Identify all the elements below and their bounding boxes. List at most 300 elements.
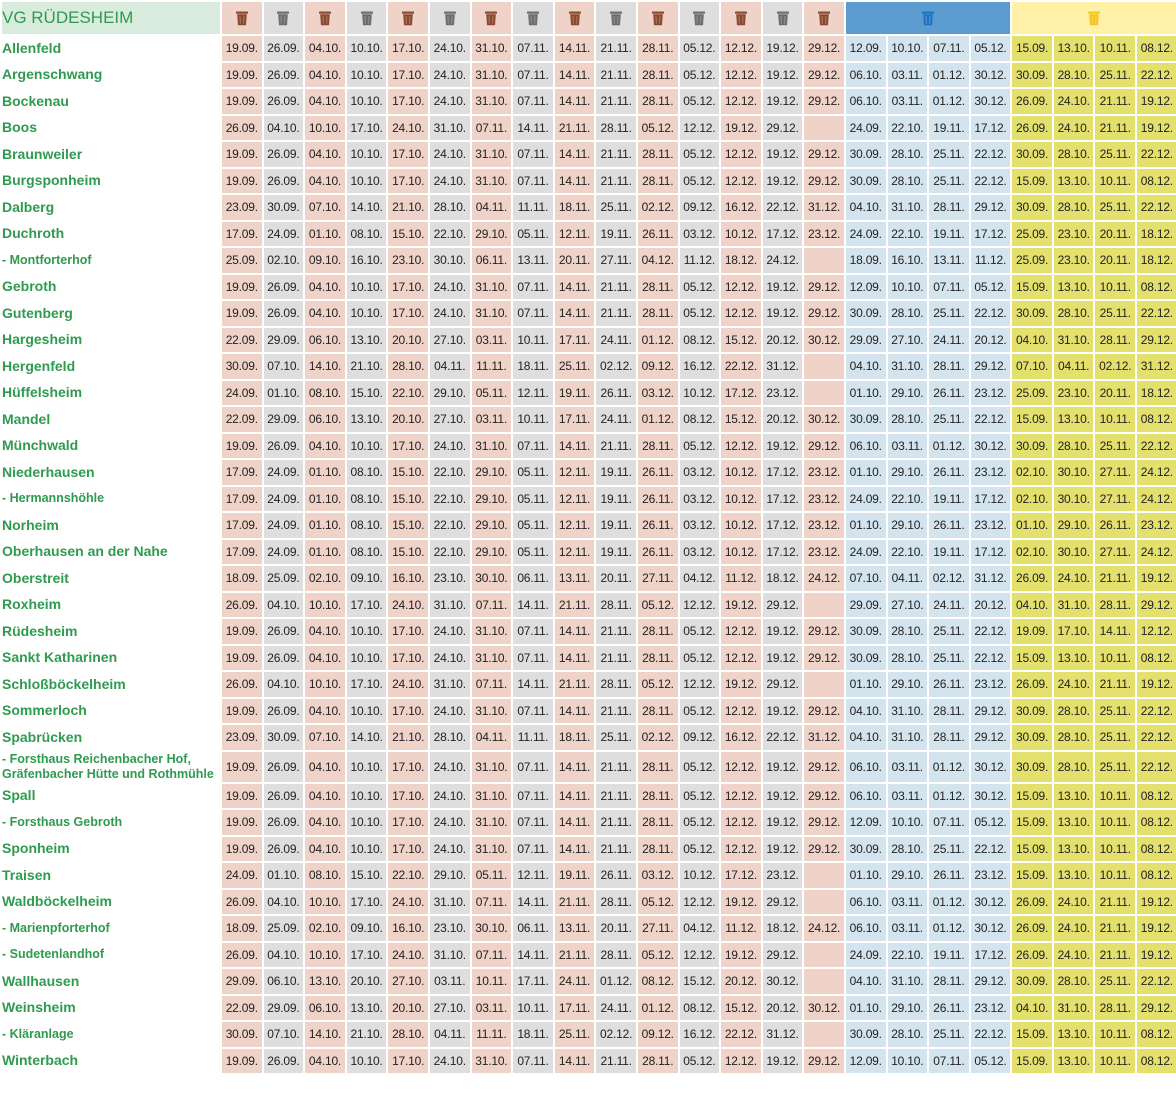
rest-date-cell: 07.11.: [513, 275, 553, 300]
paper-date-cell: 22.10.: [888, 943, 928, 968]
yellow-date-cell: 15.09.: [1012, 646, 1052, 671]
rest-date-cell: 08.10.: [347, 513, 387, 538]
rest-date-cell: 07.11.: [513, 169, 553, 194]
bio-date-cell: 02.12.: [638, 725, 678, 750]
table-row: [2, 943, 1176, 968]
bio-date-cell: 04.10.: [305, 752, 345, 782]
rest-date-cell: 19.12.: [763, 784, 803, 809]
paper-date-cell: 28.10.: [888, 142, 928, 167]
paper-date-cell: 30.09.: [846, 407, 886, 432]
bio-date-cell: 30.10.: [472, 916, 512, 941]
yellow-date-cell: 08.12.: [1137, 646, 1176, 671]
table-row: [2, 222, 1176, 247]
rest-date-cell: 19.12.: [763, 142, 803, 167]
yellow-date-cell: 30.10.: [1054, 540, 1094, 565]
bio-date-cell: 12.11.: [555, 222, 595, 247]
yellow-date-cell: 04.10.: [1012, 593, 1052, 618]
paper-date-cell: 01.10.: [846, 672, 886, 697]
bio-date-cell: 04.10.: [305, 646, 345, 671]
paper-date-cell: 24.09.: [846, 943, 886, 968]
rest-date-cell: 30.10.: [430, 248, 470, 273]
rest-date-cell: 11.12.: [680, 248, 720, 273]
yellow-date-cell: 24.10.: [1054, 566, 1094, 591]
bio-date-cell: 15.10.: [388, 222, 428, 247]
place-name: Schloßböckelheim: [2, 675, 126, 692]
rest-date-cell: 05.11.: [513, 540, 553, 565]
rest-date-cell: 24.10.: [430, 142, 470, 167]
paper-date-cell: 11.12.: [971, 248, 1011, 273]
bio-date-cell: 12.11.: [555, 487, 595, 512]
yellow-date-cell: 13.10.: [1054, 810, 1094, 835]
rest-date-cell: 10.10.: [347, 784, 387, 809]
rest-date-cell: 24.10.: [430, 275, 470, 300]
bio-date-cell: [804, 354, 844, 379]
bio-date-cell: 22.10.: [388, 381, 428, 406]
rest-date-cell: 23.10.: [430, 566, 470, 591]
paper-date-cell: 13.11.: [929, 248, 969, 273]
bio-date-cell: 29.10.: [472, 487, 512, 512]
bio-date-cell: 04.10.: [305, 837, 345, 862]
rest-date-cell: 07.10.: [264, 354, 304, 379]
rest-date-cell: 19.12.: [763, 36, 803, 61]
rest-date-cell: 24.12.: [763, 248, 803, 273]
yellow-date-cell: 01.10.: [1012, 513, 1052, 538]
paper-date-cell: 10.10.: [888, 36, 928, 61]
paper-date-cell: 31.10.: [888, 354, 928, 379]
bio-date-cell: 26.09.: [222, 593, 262, 618]
paper-date-cell: 29.10.: [888, 460, 928, 485]
place-name: Hargesheim: [2, 331, 83, 348]
yellow-date-cell: 30.09.: [1012, 969, 1052, 994]
paper-date-cell: 31.10.: [888, 699, 928, 724]
paper-date-cell: 19.11.: [929, 116, 969, 141]
table-row: [2, 969, 1176, 994]
rest-date-cell: 17.10.: [347, 593, 387, 618]
rest-date-cell: 08.12.: [680, 328, 720, 353]
rest-date-cell: 19.12.: [763, 646, 803, 671]
rest-date-cell: 19.12.: [763, 63, 803, 88]
bio-date-cell: 28.11.: [638, 169, 678, 194]
yellow-date-cell: 02.10.: [1012, 540, 1052, 565]
paper-date-cell: 24.09.: [846, 540, 886, 565]
bio-date-cell: 29.10.: [472, 540, 512, 565]
bio-date-cell: 22.10.: [388, 863, 428, 888]
yellow-date-cell: 07.10.: [1012, 354, 1052, 379]
bio-date-cell: 17.12.: [721, 381, 761, 406]
bio-date-cell: 11.11.: [472, 1022, 512, 1047]
rest-date-cell: 21.11.: [596, 784, 636, 809]
rest-date-cell: 29.09.: [264, 328, 304, 353]
rest-date-cell: 29.09.: [264, 996, 304, 1021]
yellow-date-cell: 25.11.: [1095, 301, 1135, 326]
rest-date-cell: 19.11.: [596, 487, 636, 512]
bio-date-cell: 24.10.: [388, 672, 428, 697]
paper-date-cell: 29.10.: [888, 381, 928, 406]
paper-date-cell: 02.12.: [929, 566, 969, 591]
bio-date-cell: 17.10.: [388, 784, 428, 809]
rest-date-cell: 12.12.: [680, 116, 720, 141]
rest-date-cell: 10.12.: [680, 863, 720, 888]
rest-date-cell: 29.10.: [430, 863, 470, 888]
bio-date-cell: 24.10.: [388, 890, 428, 915]
yellow-date-cell: 13.10.: [1054, 784, 1094, 809]
table-row: [2, 810, 1176, 835]
rest-date-cell: 07.11.: [513, 63, 553, 88]
rest-date-cell: 24.09.: [264, 513, 304, 538]
bio-date-cell: 15.12.: [721, 407, 761, 432]
paper-date-cell: 30.09.: [846, 837, 886, 862]
yellow-date-cell: 20.11.: [1095, 222, 1135, 247]
bio-date-cell: 29.12.: [804, 1049, 844, 1074]
bio-date-cell: 03.12.: [638, 863, 678, 888]
bio-date-cell: 10.12.: [721, 513, 761, 538]
bio-date-cell: 28.10.: [388, 354, 428, 379]
rest-date-cell: 04.12.: [680, 916, 720, 941]
paper-date-cell: 26.11.: [929, 672, 969, 697]
yellow-date-cell: 30.09.: [1012, 142, 1052, 167]
bio-date-cell: 17.10.: [388, 1049, 428, 1074]
rest-date-cell: 19.12.: [763, 89, 803, 114]
rest-date-cell: 08.10.: [347, 222, 387, 247]
rest-date-cell: 20.12.: [763, 328, 803, 353]
bio-date-cell: 21.11.: [555, 116, 595, 141]
rest-date-cell: 12.12.: [680, 943, 720, 968]
rest-date-cell: 24.10.: [430, 810, 470, 835]
yellow-date-cell: 21.11.: [1095, 89, 1135, 114]
paper-date-cell: 22.12.: [971, 407, 1011, 432]
bio-date-cell: 07.11.: [472, 116, 512, 141]
yellow-date-cell: 10.11.: [1095, 863, 1135, 888]
rest-date-cell: 26.09.: [264, 784, 304, 809]
table-row: [2, 916, 1176, 941]
paper-date-cell: 23.12.: [971, 460, 1011, 485]
bio-date-cell: 17.10.: [388, 752, 428, 782]
rest-date-cell: 17.10.: [347, 943, 387, 968]
yellow-date-cell: 21.11.: [1095, 566, 1135, 591]
bio-date-cell: 20.11.: [555, 248, 595, 273]
rest-date-cell: 24.09.: [264, 540, 304, 565]
paper-date-cell: 29.12.: [971, 725, 1011, 750]
yellow-date-cell: 18.12.: [1137, 222, 1176, 247]
yellow-date-cell: 22.12.: [1137, 725, 1176, 750]
bio-date-cell: 19.12.: [721, 116, 761, 141]
bio-date-cell: 14.11.: [555, 1049, 595, 1074]
rest-date-cell: 05.11.: [513, 460, 553, 485]
bio-date-cell: 19.09.: [222, 301, 262, 326]
yellow-date-cell: 23.12.: [1137, 513, 1176, 538]
paper-date-cell: 25.11.: [929, 169, 969, 194]
rest-date-cell: 21.10.: [347, 354, 387, 379]
bio-date-cell: 04.11.: [472, 195, 512, 220]
bio-date-cell: 21.11.: [555, 593, 595, 618]
yellow-date-cell: 08.12.: [1137, 784, 1176, 809]
rest-date-cell: 22.10.: [430, 513, 470, 538]
rest-date-cell: 24.11.: [596, 328, 636, 353]
bio-date-cell: 03.11.: [472, 996, 512, 1021]
paper-date-cell: 29.09.: [846, 593, 886, 618]
bio-date-cell: 23.10.: [388, 248, 428, 273]
bio-date-cell: 01.10.: [305, 222, 345, 247]
bio-date-cell: 17.10.: [388, 301, 428, 326]
yellow-date-cell: 28.10.: [1054, 301, 1094, 326]
place-name: Hergenfeld: [2, 357, 76, 374]
bio-date-cell: 19.09.: [222, 142, 262, 167]
rest-date-cell: 26.09.: [264, 36, 304, 61]
header-cell-paper: [846, 2, 1010, 34]
bio-date-cell: 13.11.: [555, 566, 595, 591]
yellow-date-cell: 08.12.: [1137, 863, 1176, 888]
paper-date-cell: 04.10.: [846, 725, 886, 750]
paper-date-cell: 12.09.: [846, 36, 886, 61]
rest-date-cell: 10.10.: [347, 1049, 387, 1074]
paper-date-cell: 06.10.: [846, 434, 886, 459]
rest-date-cell: 25.11.: [596, 195, 636, 220]
paper-date-cell: 28.10.: [888, 837, 928, 862]
bio-date-cell: 05.11.: [472, 381, 512, 406]
paper-date-cell: 30.09.: [846, 646, 886, 671]
bio-date-cell: 14.11.: [555, 699, 595, 724]
rest-date-cell: 10.10.: [347, 810, 387, 835]
yellow-date-cell: 31.10.: [1054, 593, 1094, 618]
bio-date-cell: 14.11.: [555, 301, 595, 326]
paper-date-cell: 04.10.: [846, 699, 886, 724]
place-name: Rüdesheim: [2, 622, 78, 639]
paper-date-cell: 24.09.: [846, 487, 886, 512]
rest-date-cell: 05.11.: [513, 222, 553, 247]
rest-date-cell: 31.10.: [430, 116, 470, 141]
yellow-date-cell: 14.11.: [1095, 619, 1135, 644]
bio-date-cell: 19.11.: [555, 381, 595, 406]
place-name: Waldböckelheim: [2, 893, 112, 910]
rest-date-cell: 08.12.: [680, 407, 720, 432]
rest-date-cell: 29.12.: [763, 672, 803, 697]
rest-date-cell: 10.11.: [513, 407, 553, 432]
rest-date-cell: 05.12.: [680, 1049, 720, 1074]
rest-date-cell: 07.11.: [513, 1049, 553, 1074]
rest-date-cell: 12.11.: [513, 381, 553, 406]
bio-date-cell: 28.11.: [638, 646, 678, 671]
bio-date-cell: 14.11.: [555, 275, 595, 300]
yellow-date-cell: 28.11.: [1095, 996, 1135, 1021]
yellow-date-cell: 31.10.: [1054, 996, 1094, 1021]
yellow-date-cell: 24.12.: [1137, 460, 1176, 485]
bio-date-cell: 28.11.: [638, 784, 678, 809]
bio-date-cell: 19.09.: [222, 619, 262, 644]
table-row: [2, 619, 1176, 644]
rest-date-cell: 21.11.: [596, 63, 636, 88]
bio-date-cell: 17.09.: [222, 460, 262, 485]
yellow-date-cell: 15.09.: [1012, 837, 1052, 862]
bio-date-cell: 20.10.: [388, 996, 428, 1021]
brown-bin-icon: [652, 9, 664, 26]
paper-date-cell: 01.10.: [846, 996, 886, 1021]
rest-date-cell: 26.11.: [596, 863, 636, 888]
bio-date-cell: 06.10.: [305, 407, 345, 432]
rest-date-cell: 12.12.: [680, 672, 720, 697]
rest-date-cell: 17.10.: [347, 116, 387, 141]
bio-date-cell: 18.12.: [721, 248, 761, 273]
bio-date-cell: 04.10.: [305, 275, 345, 300]
rest-date-cell: 05.12.: [680, 434, 720, 459]
rest-date-cell: 16.12.: [680, 354, 720, 379]
yellow-date-cell: 02.12.: [1095, 354, 1135, 379]
yellow-date-cell: 10.11.: [1095, 646, 1135, 671]
yellow-date-cell: 24.10.: [1054, 943, 1094, 968]
bio-date-cell: [804, 969, 844, 994]
bio-date-cell: 22.09.: [222, 328, 262, 353]
bio-date-cell: 04.10.: [305, 619, 345, 644]
yellow-date-cell: 15.09.: [1012, 169, 1052, 194]
bio-date-cell: 20.12.: [721, 969, 761, 994]
bio-date-cell: 29.10.: [472, 460, 512, 485]
bio-date-cell: 08.12.: [638, 969, 678, 994]
bio-date-cell: 22.12.: [721, 1022, 761, 1047]
rest-date-cell: 21.11.: [596, 1049, 636, 1074]
rest-date-cell: 02.12.: [596, 354, 636, 379]
bio-date-cell: 12.12.: [721, 784, 761, 809]
bio-date-cell: 24.12.: [804, 566, 844, 591]
paper-date-cell: 04.10.: [846, 969, 886, 994]
rest-date-cell: 14.11.: [513, 116, 553, 141]
rest-date-cell: 28.11.: [596, 943, 636, 968]
bio-date-cell: 14.11.: [555, 89, 595, 114]
place-name: Weinsheim: [2, 999, 76, 1016]
header-cell-bio: [638, 2, 678, 34]
place-name: - Marienpforterhof: [2, 920, 110, 935]
rest-date-cell: 20.10.: [347, 969, 387, 994]
bio-date-cell: 29.12.: [804, 646, 844, 671]
rest-date-cell: 24.10.: [430, 1049, 470, 1074]
yellow-date-cell: 25.11.: [1095, 195, 1135, 220]
bio-date-cell: 17.09.: [222, 540, 262, 565]
bio-date-cell: 19.09.: [222, 752, 262, 782]
yellow-date-cell: 26.09.: [1012, 89, 1052, 114]
rest-date-cell: 10.10.: [347, 301, 387, 326]
rest-date-cell: 26.09.: [264, 646, 304, 671]
yellow-date-cell: 04.10.: [1012, 996, 1052, 1021]
table-row: [2, 381, 1176, 406]
bio-date-cell: 17.11.: [555, 328, 595, 353]
table-row: [2, 301, 1176, 326]
bio-date-cell: 05.12.: [638, 593, 678, 618]
bio-date-cell: 11.12.: [721, 566, 761, 591]
yellow-date-cell: 25.11.: [1095, 969, 1135, 994]
rest-date-cell: 06.11.: [513, 566, 553, 591]
rest-date-cell: 31.10.: [430, 593, 470, 618]
table-row: [2, 63, 1176, 88]
bio-date-cell: 15.10.: [388, 513, 428, 538]
rest-date-cell: 20.11.: [596, 916, 636, 941]
paper-date-cell: 06.10.: [846, 752, 886, 782]
yellow-date-cell: 12.12.: [1137, 619, 1176, 644]
rest-date-cell: 24.10.: [430, 169, 470, 194]
bio-date-cell: 17.10.: [388, 89, 428, 114]
rest-date-cell: 21.11.: [596, 36, 636, 61]
table-row: [2, 725, 1176, 750]
bio-date-cell: 15.12.: [721, 328, 761, 353]
yellow-date-cell: 10.11.: [1095, 837, 1135, 862]
rest-date-cell: 13.10.: [347, 996, 387, 1021]
paper-date-cell: 22.12.: [971, 169, 1011, 194]
paper-date-cell: 30.09.: [846, 169, 886, 194]
bio-date-cell: 14.11.: [555, 142, 595, 167]
paper-date-cell: 25.11.: [929, 407, 969, 432]
bio-date-cell: 25.11.: [555, 1022, 595, 1047]
bio-date-cell: 17.10.: [388, 837, 428, 862]
bio-date-cell: 10.12.: [721, 460, 761, 485]
rest-date-cell: 24.09.: [264, 487, 304, 512]
paper-date-cell: 22.12.: [971, 646, 1011, 671]
rest-date-cell: 19.12.: [763, 619, 803, 644]
paper-date-cell: 17.12.: [971, 116, 1011, 141]
paper-date-cell: 17.12.: [971, 222, 1011, 247]
rest-date-cell: 29.12.: [763, 116, 803, 141]
paper-date-cell: 28.11.: [929, 195, 969, 220]
place-name: - Sudetenlandhof: [2, 947, 105, 962]
table-row: [2, 89, 1176, 114]
bio-date-cell: [804, 863, 844, 888]
table-row: [2, 487, 1176, 512]
rest-date-cell: 03.12.: [680, 540, 720, 565]
bio-date-cell: 27.11.: [638, 916, 678, 941]
paper-date-cell: 28.10.: [888, 169, 928, 194]
bio-date-cell: 31.10.: [472, 752, 512, 782]
blue-bin-icon: [922, 9, 934, 26]
yellow-date-cell: 13.10.: [1054, 1049, 1094, 1074]
bio-date-cell: 14.11.: [555, 837, 595, 862]
rest-date-cell: 23.12.: [763, 381, 803, 406]
paper-date-cell: 30.12.: [971, 784, 1011, 809]
header-cell-bio: [305, 2, 345, 34]
bio-date-cell: 14.11.: [555, 169, 595, 194]
yellow-date-cell: 31.12.: [1137, 354, 1176, 379]
yellow-date-cell: 26.09.: [1012, 116, 1052, 141]
bio-date-cell: 17.10.: [388, 646, 428, 671]
bio-date-cell: 17.09.: [222, 222, 262, 247]
paper-date-cell: 30.12.: [971, 916, 1011, 941]
yellow-date-cell: 08.12.: [1137, 810, 1176, 835]
bio-date-cell: 27.10.: [388, 969, 428, 994]
rest-date-cell: 17.12.: [763, 540, 803, 565]
rest-date-cell: 07.11.: [513, 646, 553, 671]
yellow-date-cell: 30.09.: [1012, 699, 1052, 724]
rest-date-cell: 06.10.: [264, 969, 304, 994]
rest-date-cell: 12.12.: [680, 593, 720, 618]
bio-date-cell: 24.12.: [804, 916, 844, 941]
rest-date-cell: 28.11.: [596, 593, 636, 618]
bio-date-cell: 12.12.: [721, 169, 761, 194]
grey-bin-icon: [777, 9, 789, 26]
bio-date-cell: 04.10.: [305, 301, 345, 326]
rest-date-cell: 25.11.: [596, 725, 636, 750]
paper-date-cell: 28.11.: [929, 699, 969, 724]
rest-date-cell: 04.12.: [680, 566, 720, 591]
bio-date-cell: 21.10.: [388, 725, 428, 750]
yellow-date-cell: 26.09.: [1012, 916, 1052, 941]
yellow-date-cell: 23.10.: [1054, 222, 1094, 247]
bio-date-cell: 23.09.: [222, 725, 262, 750]
rest-date-cell: 24.11.: [596, 407, 636, 432]
bio-date-cell: 20.10.: [388, 328, 428, 353]
yellow-date-cell: 13.10.: [1054, 169, 1094, 194]
rest-date-cell: 22.10.: [430, 487, 470, 512]
rest-date-cell: 05.12.: [680, 784, 720, 809]
paper-date-cell: 01.12.: [929, 434, 969, 459]
rest-date-cell: 10.10.: [347, 275, 387, 300]
bio-date-cell: [804, 943, 844, 968]
paper-date-cell: 23.12.: [971, 672, 1011, 697]
yellow-date-cell: 15.09.: [1012, 407, 1052, 432]
